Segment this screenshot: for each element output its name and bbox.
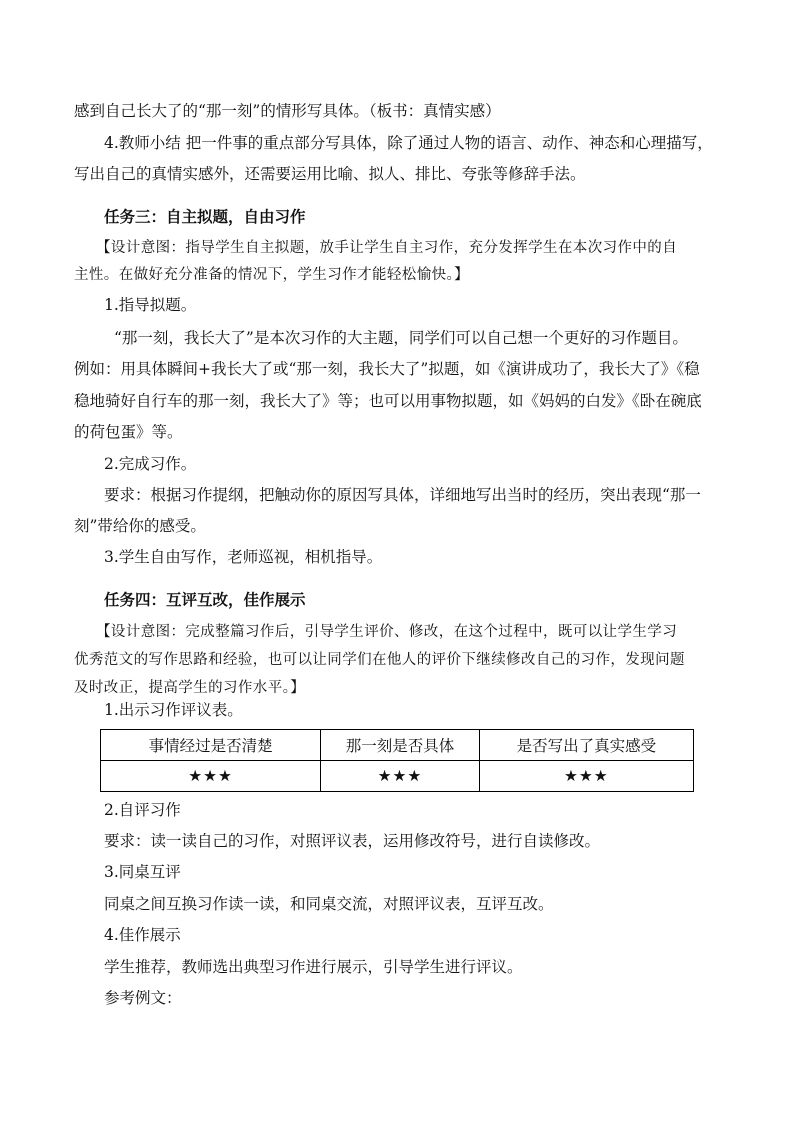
table-header-cell: 那一刻是否具体 (321, 730, 480, 761)
paragraph-line: 4.教师小结 把一件事的重点部分写具体，除了通过人物的语言、动作、神态和心理描写， (104, 134, 713, 152)
design-intent-line: 主性。在做好充分准备的情况下，学生习作才能轻松愉快。】 (74, 267, 470, 283)
table-header-cell: 是否写出了真实感受 (479, 730, 693, 761)
step-heading: 1.指导拟题。 (104, 296, 197, 314)
design-intent-line: 优秀范文的写作思路和经验，也可以让同学们在他人的评价下继续修改自己的习作，发现问题 (74, 652, 685, 668)
step-heading: 1.出示习作评议表。 (104, 701, 243, 719)
paragraph-line: 同桌之间互换习作读一读，和同桌交流，对照评议表，互评互改。 (104, 895, 554, 913)
design-intent-line: 【设计意图：指导学生自主拟题，放手让学生自主习作，充分发挥学生在本次习作中的自 (96, 240, 678, 256)
paragraph-line: 学生推荐，教师选出典型习作进行展示，引导学生进行评议。 (104, 958, 523, 976)
table-header-cell: 事情经过是否清楚 (101, 730, 321, 761)
paragraph-line: 要求：读一读自己的习作，对照评议表，运用修改符号，进行自读修改。 (104, 832, 601, 850)
paragraph-line: 例如：用具体瞬间+我长大了或“那一刻，我长大了”拟题，如《演讲成功了，我长大了》《稳 (74, 360, 700, 378)
step-heading: 2.自评习作 (104, 801, 181, 819)
paragraph-line: “那一刻，我长大了”是本次习作的大主题，同学们可以自己想一个更好的习作题目。 (114, 329, 688, 347)
evaluation-table (100, 729, 694, 792)
step-heading: 4.佳作展示 (104, 926, 181, 944)
step-heading: 2.完成习作。 (104, 455, 197, 473)
star-rating: ★★★ (321, 761, 480, 792)
table-header-row (101, 730, 694, 761)
paragraph-line: 刻”带给你的感受。 (74, 517, 206, 535)
star-rating: ★★★ (479, 761, 693, 792)
paragraph-line: 感到自己长大了的“那一刻”的情形写具体。（板书：真情实感） (74, 102, 501, 120)
section-heading-task3: 任务三：自主拟题，自由习作 (104, 207, 306, 226)
design-intent-line: 及时改正，提高学生的习作水平。】 (74, 680, 306, 696)
paragraph-line: 的荷包蛋》等。 (74, 423, 183, 441)
section-heading-task4: 任务四：互评互改，佳作展示 (104, 590, 306, 609)
paragraph-line: 写出自己的真情实感外，还需要运用比喻、拟人、排比、夸张等修辞手法。 (74, 165, 586, 183)
star-rating: ★★★ (101, 761, 321, 792)
step-heading: 3.同桌互评 (104, 863, 181, 881)
table-row (101, 761, 694, 792)
paragraph-line: 要求：根据习作提纲，把触动你的原因写具体，详细地写出当时的经历，突出表现“那一 (104, 486, 701, 504)
design-intent-line: 【设计意图：完成整篇习作后，引导学生评价、修改，在这个过程中，既可以让学生学习 (96, 624, 678, 640)
paragraph-line: 参考例文： (104, 989, 182, 1007)
step-heading: 3.学生自由写作，老师巡视，相机指导。 (104, 548, 383, 566)
paragraph-line: 稳地骑好自行车的那一刻，我长大了》等；也可以用事物拟题，如《妈妈的白发》《卧在碗底 (74, 392, 702, 410)
